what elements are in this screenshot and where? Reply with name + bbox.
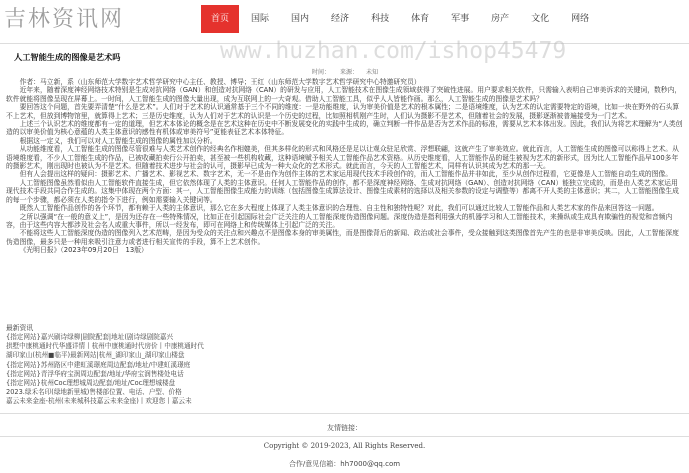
header-divider xyxy=(0,43,689,44)
article-paragraph: 上述三个认识艺术的维度都有一定的道理，但艺术本体论的概念是在艺术这种在历史中不断发展变化的实践中生成的，确立判断一件作品是否为艺术作品的标准，需要从艺术本体出发。因此，我们认为将艺术理解为“人类创造的以审美价值为核心意蕴的人类主体意识的感性有机体或审美符号”更能表征艺术本体特征。 xyxy=(6,120,683,137)
article-paragraph: 人工智能图像虽然看似由人工智能软件直接生成，但它依然体现了人类的主体意识。任何人工智能作品的创作，都不是深度神经网络、生成对抗网络（GAN）、创造对抗网络（CAN）能独立完成的，而是由人类艺术家运用现代技术手段共同合作生成的。这集中体现在两个方面：其一，人工智能图像生成能力的训练（包括图像生成算法设计、图像生成素材的选择以及相关参数的设定与调整等）都离不开人类的主体意识；其二，人工智能图像生成的每一个步骤，都必须在人类的指令下进行，例如需要输入关键词等。 xyxy=(6,178,679,204)
meta-source-label: 来源： xyxy=(339,69,358,76)
latest-news-link[interactable]: {指定网站}苏州路区中建虹溪璟庭周边配套/地址/中建虹溪璟庭 xyxy=(6,360,191,369)
article-paragraph: 根据这一定义，我们可以对人工智能生成的图像的属性加以分析。 xyxy=(19,136,217,145)
watermark-text: www.huzhan.com/ishop45479 xyxy=(220,38,567,64)
article-paragraph: 之所以强调“在一般的意义上”，是因为还存在一些特殊情况，比如正在引起国际社会广泛关注的人工智能深度伪造图像问题。深度伪造是指利用强大的机器学习和人工智能技术，来操纵或生成具有欺骗性的视觉和音频内容，由于这些内容大都涉及社会名人或重大事件，所以一经发布，即可在网络上和传统媒体上引起广泛的关注。 xyxy=(6,212,673,229)
footer-divider xyxy=(0,413,689,414)
latest-news-link[interactable]: {指定网站}杭州Coc理想城周边配套/地址/Coc理想城楼盘 xyxy=(6,379,176,388)
latest-news-link[interactable]: {指定网站}嘉兴刷诗绿柳|剧院配套|地址(剧诗绿剧院嘉兴 xyxy=(6,333,174,341)
latest-news-link[interactable]: 2023.绿禾名印(绿地新里城)售楼部位置、电话、户型、价格 xyxy=(6,388,182,397)
latest-news-item xyxy=(6,397,386,406)
article xyxy=(6,52,684,255)
article-paragraph: 近年来，随着深度神经网络技术特别是生成对抗网络（GAN）和创造对抗网络（CAN）的研发与应用，人工智能技术在图像生成领域获得了突破性进展。用户要求相关软件，只需输入表明自己审美诉求的关键词，数秒内，软件就能将图像呈现在屏幕上。一时间，人工智能生成的图像大量出现，成为互联网上的一大奇观。借助人工智能工具，似乎人人皆能作画。那么，人工智能生成的图像是艺术吗？ xyxy=(6,86,682,103)
latest-news xyxy=(6,324,386,407)
nav-item-5[interactable]: 体育 xyxy=(411,14,430,24)
site-logo[interactable]: 吉林资讯网 xyxy=(4,7,125,32)
nav-item-9[interactable]: 网络 xyxy=(571,14,590,24)
meta-time-label: 时间： xyxy=(312,69,331,76)
article-paragraph: 要回答这个问题，首先要弄清楚“什么是艺术”。人们对于艺术的认识通常基于三个不同的维度：一是功能维度，认为审美价值是艺术的根本属性；二是语境维度，认为艺术的认定需要特定的语境，比如一块在野外的石头算不上艺术，但放到博物馆里，就算得上艺术；三是历史维度，认为人们对于艺术的认识是一个历史的过程，比如照相机刚产生时，人们认为摄影不是艺术，但随着社会的发展，摄影逐渐被普遍接受为一门艺术。 xyxy=(6,103,680,120)
latest-news-list xyxy=(6,333,386,407)
latest-news-link[interactable]: 湖印家山(杭州■临平)最新网站|杭州_湖印家山_湖印家山楼盘 xyxy=(6,351,185,360)
nav-item-6[interactable]: 军事 xyxy=(451,14,470,24)
article-paragraph: 不能将这些人工智能深度伪造的图像列入艺术范畴，是因为受众的关注点和兴趣点不是图像本身的审美属性，而是图像背后的新闻、政治或社会事件，受众接触到这类图像首先产生的也是非审美反映。因此，人工智能深度伪造图像，最多只是一种用来吸引注意力或者进行相关宣传的手段，算不上艺术创作。 xyxy=(6,229,679,246)
article-paragraph: 从功能维度看，人工智能生成的图像尽管很难与人类艺术创作的经典名作相媲美，但其多样化的形式和风格还是足以让观众驻足欣赏、浮想联翩，这就产生了审美效应。就此而言，人工智能生成的图像可以称得上艺术。从语境维度看，不少人工智能生成的作品，已被收藏拍卖行公开拍卖，甚至被一些机构收藏，这种语境赋予相关人工智能作品艺术资格。从历史维度看，人工智能作品的诞生被视为艺术的新形式，因为比人工智能作品早100多年的摄影艺术，刚出现时也被认为不是艺术。但随着技术进步与社会的认可，摄影早已成为一种大众化的艺术形式。就此而言，今天的人工智能艺术，同样有认识其成为艺术的那一天。 xyxy=(6,145,679,171)
article-paragraph: 《光明日报》（2023年09月20日 13版） xyxy=(19,246,148,255)
latest-news-title: 最新资讯 xyxy=(6,324,34,332)
main-nav xyxy=(201,5,601,33)
latest-news-item xyxy=(6,333,386,342)
nav-item-7[interactable]: 房产 xyxy=(491,14,510,24)
latest-news-link[interactable]: {指定网站}青浮华府宝润周边配套/地址/华府宝润售楼处电话 xyxy=(6,369,184,378)
latest-news-item xyxy=(6,370,386,379)
contact-email[interactable]: 合作/意见信箱：hh7000@qq.com xyxy=(288,460,401,468)
nav-item-2[interactable]: 国内 xyxy=(291,14,310,24)
article-paragraph: 但有人会提出这样的疑问：摄影艺术、广播艺术、影视艺术、数字艺术，无一不是由作为创作主体的艺术家运用现代技术手段创作的，而人工智能作品并非如此，至少从创作过程看，它更像是人工智能自动生成的图像。 xyxy=(19,170,673,179)
latest-news-link[interactable]: 嘉云未来金座-杭州(未来城科技嘉云未来金座)丨欢迎您丨嘉云未 xyxy=(6,397,192,406)
site-header xyxy=(0,0,689,36)
meta-source: 未知 xyxy=(365,69,378,76)
site-footer xyxy=(0,416,689,473)
article-body xyxy=(6,78,684,255)
nav-item-8[interactable]: 文化 xyxy=(531,14,550,24)
copyright-text: Copyright © 2019-2023, All Rights Reserved. xyxy=(263,442,426,450)
latest-news-item xyxy=(6,351,386,360)
nav-item-4[interactable]: 科技 xyxy=(371,14,390,24)
article-title: 人工智能生成的图像是艺术吗 xyxy=(14,52,121,62)
article-meta xyxy=(6,67,684,76)
nav-item-1[interactable]: 国际 xyxy=(251,14,270,24)
footer-inner-divider xyxy=(0,436,689,437)
nav-item-3[interactable]: 经济 xyxy=(331,14,350,24)
friend-links-label: 友情链接： xyxy=(327,424,362,432)
article-paragraph: 作者：马立新，系（山东师范大学数字艺术哲学研究中心主任、教授、博导；王红（山东师范大学数字艺术哲学研究中心特邀研究员） xyxy=(19,78,421,86)
latest-news-item xyxy=(6,379,386,388)
latest-news-item xyxy=(6,361,386,370)
article-paragraph: 既然人工智能作品创作的各个环节，都有赖于人类的主体意识，那么它在多大程度上体现了人类主体意识的合理性、自主性和独特性呢？对此，我们可以通过比较人工智能作品和人类艺术家的作品来回答这一问题。 xyxy=(19,204,659,213)
latest-news-link[interactable]: 拱墅中康桃通时代华盛详情丨杭州中康桃通时代房价丨中康桃通时代 xyxy=(6,342,204,351)
nav-item-0[interactable]: 首页 xyxy=(201,5,239,33)
